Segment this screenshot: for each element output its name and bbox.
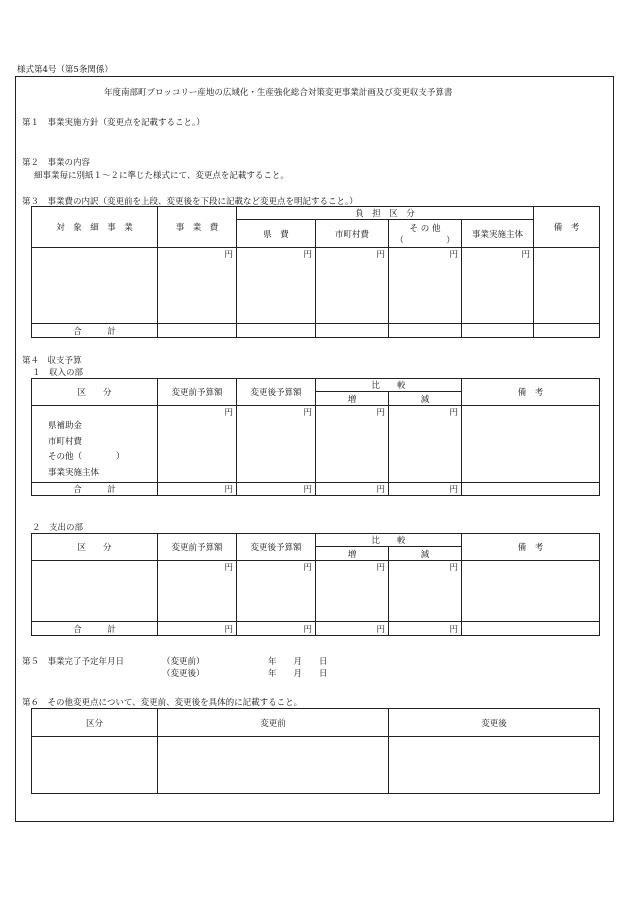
total-remarks[interactable] — [534, 324, 600, 338]
col-decrease: 減 — [389, 392, 462, 406]
cell-remarks[interactable] — [462, 406, 600, 483]
col-after-change: 変更後 — [389, 709, 600, 737]
completion-before-date[interactable]: 年 月 日 — [268, 657, 328, 667]
col-other-label: そ の 他 — [409, 223, 441, 234]
income-item-other: その他（ ） — [48, 452, 125, 462]
col-budget-before: 変更前予算額 — [158, 534, 237, 561]
col-remarks: 備 考 — [462, 379, 600, 406]
income-item-implementing-body: 事業実施主体 — [48, 467, 100, 478]
total-label: 合 計 — [32, 324, 158, 338]
income-table — [31, 378, 600, 496]
expense-total-label: 合 計 — [32, 622, 158, 636]
expense-total-after[interactable]: 円 — [237, 622, 316, 636]
expense-subheading: ２ 支出の部 — [32, 523, 84, 533]
section-6-heading: 第６ その他変更点について、変更前、変更後を具体的に記載すること。 — [22, 698, 303, 708]
cell-remarks[interactable] — [462, 561, 600, 622]
section-2-note: 細事業毎に別紙１～２に準じた様式にて、変更点を記載すること。 — [34, 171, 289, 181]
completion-after-date[interactable]: 年 月 日 — [268, 669, 328, 679]
col-municipal-cost: 市町村費 — [316, 220, 389, 248]
income-total-after[interactable]: 円 — [237, 483, 316, 496]
cell-increase[interactable]: 円 — [316, 406, 389, 483]
col-kubun: 区 分 — [32, 534, 158, 561]
section-1-heading: 第１ 事業実施方針（変更点を記載すること。） — [22, 118, 205, 128]
document-title: 年度南部町ブロッコリー産地の広域化・生産強化総合対策変更事業計画及び変更収支予算書 — [104, 88, 453, 98]
completion-before-label: （変更前） — [162, 657, 205, 667]
col-increase: 増 — [316, 392, 389, 406]
expense-total-increase[interactable]: 円 — [316, 622, 389, 636]
cell-decrease[interactable]: 円 — [389, 406, 462, 483]
income-subheading: １ 収入の部 — [32, 368, 84, 378]
cell-prefecture-cost[interactable]: 円 — [237, 248, 316, 324]
col-kubun: 区分 — [32, 709, 158, 737]
other-changes-table — [31, 708, 600, 794]
col-decrease: 減 — [389, 547, 462, 561]
col-other-paren: （ ） — [395, 235, 455, 246]
col-comparison: 比 較 — [316, 379, 462, 392]
completion-after-label: （変更後） — [162, 669, 205, 679]
col-target-project: 対 象 細 事 業 — [32, 207, 158, 248]
col-remarks: 備 考 — [534, 207, 600, 248]
cell-decrease[interactable]: 円 — [389, 561, 462, 622]
total-implementing-body[interactable] — [462, 324, 534, 338]
cell-municipal-cost[interactable]: 円 — [316, 248, 389, 324]
section-4-heading: 第４ 収支予算 — [22, 356, 82, 366]
cell-budget-after[interactable]: 円 — [237, 561, 316, 622]
cell-budget-before[interactable]: 円 — [158, 561, 237, 622]
col-project-cost: 事 業 費 — [158, 207, 237, 248]
col-budget-before: 変更前予算額 — [158, 379, 237, 406]
col-kubun: 区 分 — [32, 379, 158, 406]
income-total-label: 合 計 — [32, 483, 158, 496]
total-municipal-cost[interactable] — [316, 324, 389, 338]
col-prefecture-cost: 県 費 — [237, 220, 316, 248]
col-before-change: 変更前 — [158, 709, 389, 737]
expense-total-decrease[interactable]: 円 — [389, 622, 462, 636]
col-comparison: 比 較 — [316, 534, 462, 547]
section-2-heading: 第２ 事業の内容 — [22, 158, 91, 168]
cell-kubun[interactable] — [32, 737, 158, 794]
cost-breakdown-table — [31, 206, 600, 338]
income-total-increase[interactable]: 円 — [316, 483, 389, 496]
col-burden-category: 負 担 区 分 — [237, 207, 534, 220]
cell-implementing-body[interactable]: 円 — [462, 248, 534, 324]
form-number-label: 様式第4号（第5条関係） — [17, 65, 113, 75]
col-increase: 増 — [316, 547, 389, 561]
cell-after-change[interactable] — [389, 737, 600, 794]
col-budget-after: 変更後予算額 — [237, 534, 316, 561]
expense-total-before[interactable]: 円 — [158, 622, 237, 636]
cell-remarks[interactable] — [534, 248, 600, 324]
section-5-heading: 第５ 事業完了予定年月日 — [22, 657, 125, 667]
col-implementing-body: 事業実施主体 — [462, 220, 534, 248]
income-total-decrease[interactable]: 円 — [389, 483, 462, 496]
cell-target-project[interactable] — [32, 248, 158, 324]
expense-table — [31, 533, 600, 636]
col-remarks: 備 考 — [462, 534, 600, 561]
total-other[interactable] — [389, 324, 462, 338]
income-total-before[interactable]: 円 — [158, 483, 237, 496]
col-other — [389, 220, 462, 248]
total-prefecture-cost[interactable] — [237, 324, 316, 338]
total-project-cost[interactable] — [158, 324, 237, 338]
expense-total-remarks[interactable] — [462, 622, 600, 636]
cell-project-cost[interactable]: 円 — [158, 248, 237, 324]
cell-other[interactable]: 円 — [389, 248, 462, 324]
cell-budget-before[interactable]: 円 — [158, 406, 237, 483]
cell-increase[interactable]: 円 — [316, 561, 389, 622]
cell-before-change[interactable] — [158, 737, 389, 794]
income-item-pref-subsidy: 県補助金 — [48, 421, 83, 431]
cell-kubun[interactable] — [32, 561, 158, 622]
income-total-remarks[interactable] — [462, 483, 600, 496]
col-budget-after: 変更後予算額 — [237, 379, 316, 406]
income-items — [32, 406, 158, 483]
cell-budget-after[interactable]: 円 — [237, 406, 316, 483]
section-3-heading: 第３ 事業費の内訳（変更前を上段、変更後を下段に記載など変更点を明記すること。） — [22, 197, 358, 207]
income-item-municipal: 市町村費 — [48, 436, 83, 447]
